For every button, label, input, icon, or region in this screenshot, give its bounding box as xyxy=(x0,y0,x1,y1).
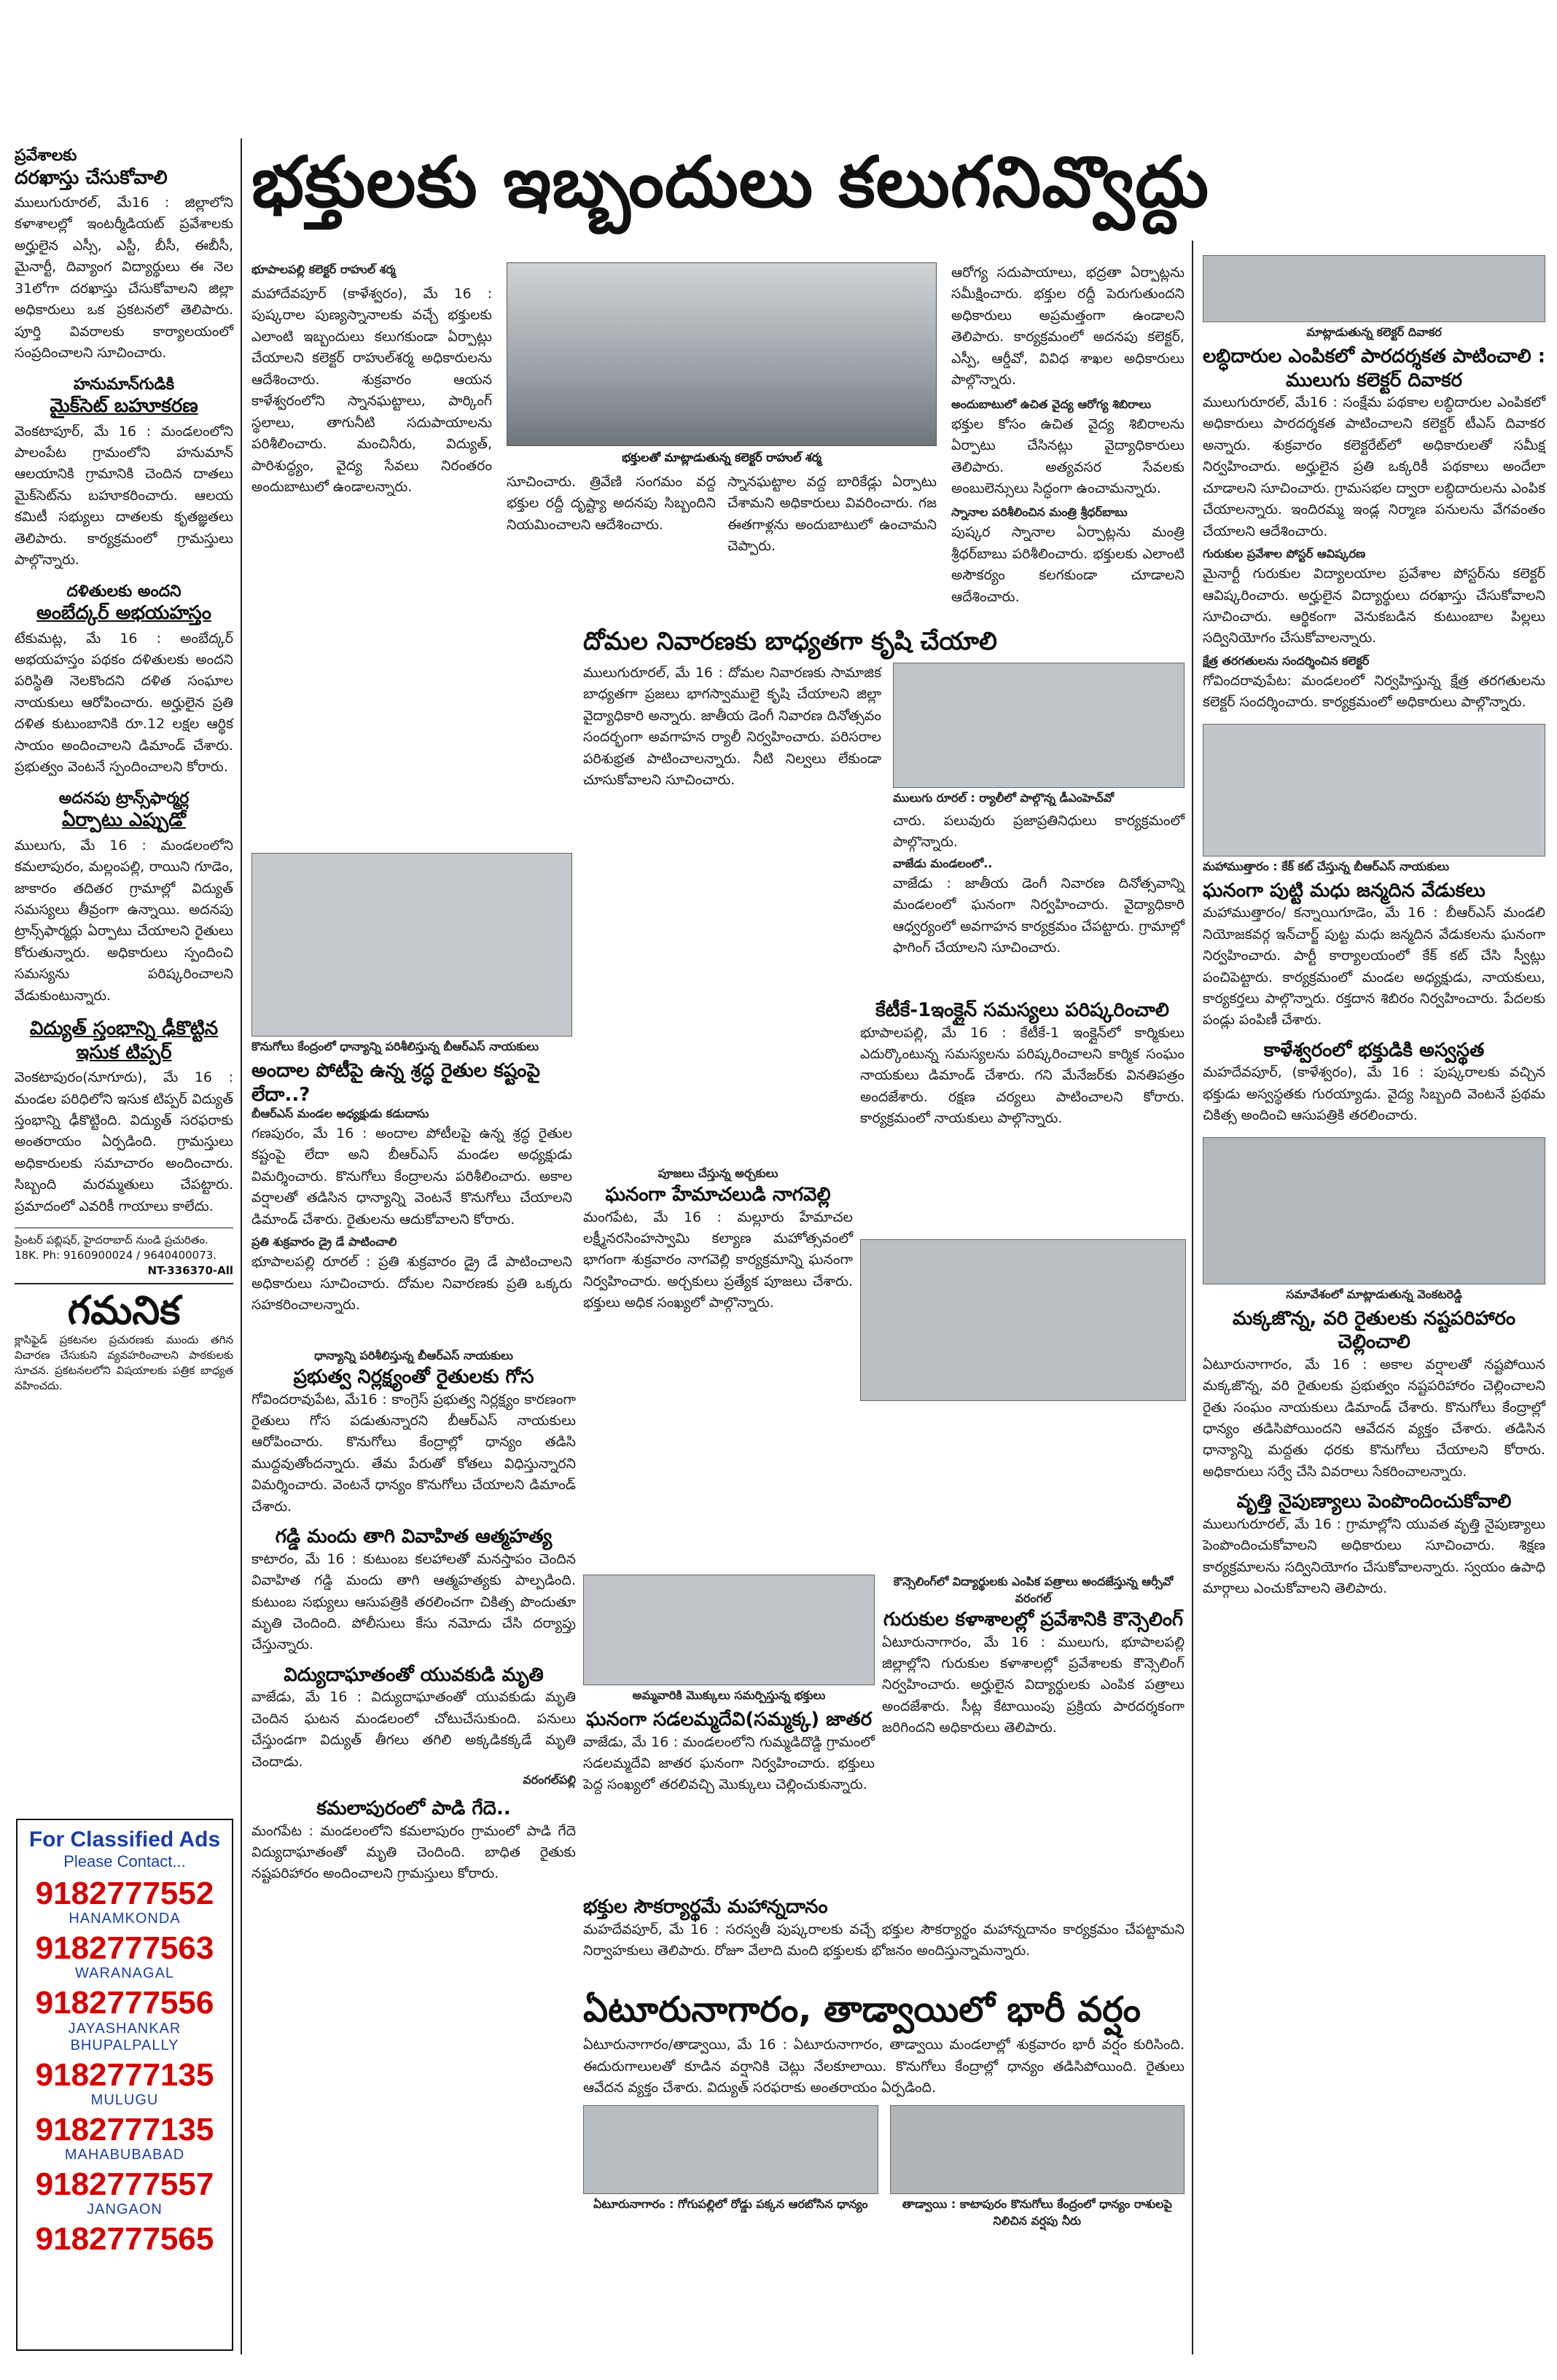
notice-title: గమనిక xyxy=(67,1287,181,1334)
story-body: మైనార్టీ గురుకుల విద్యాలయాల ప్రవేశాల పోస్టర్‌ను కలెక్టర్ ఆవిష్కరించారు. అర్హులైన విద్యార్థులు దరఖాస్తు చేసుకోవాలని సూచించారు. ఆర్థికంగా వెనుకబడిన కుటుంబాల పిల్లలు సద్వినియోగం చేసుకోవాలన్నారు. xyxy=(1203,566,1545,647)
story-body: ఏటూరునాగారం/తాడ్వాయి, మే 16 : ఏటూరునాగారం, తాడ్వాయి మండలాల్లో శుక్రవారం భారీ వర్షం కురిసింది. ఈదురుగాలులతో కూడిన వర్షానికి చెట్లు నేలకూలాయి. కొనుగోలు కేంద్రాల్లో ధాన్యం తడిసిపోయింది. రైతులు ఆవేదన వ్యక్తం చేశారు. విద్యుత్ సరఫరాకు అంతరాయం ఏర్పడింది. xyxy=(583,2037,1185,2096)
story-subhead: క్షేత్ర తరగతులను సందర్శించిన కలెక్టర్ xyxy=(1203,653,1370,668)
story-body: ములుగురూరల్, మే 16 : గ్రామాల్లోని యువత వృత్తి నైపుణ్యాలు పెంపొందించుకోవాలని అధికారులు సూచించారు. శిక్షణ కార్యక్రమాలను సద్వినియోగం చేసుకోవాలన్నారు. స్వయం ఉపాధి మార్గాలు ఎంచుకోవాలని తెలిపారు. xyxy=(1203,1515,1545,1597)
farmers-story xyxy=(251,1349,576,1885)
photo-caption: సమావేశంలో మాట్లాడుతున్న వెంకటరెడ్డి xyxy=(1286,1287,1462,1301)
story-body: ములుగురూరల్, మే16 : జిల్లాలోని కళాశాలల్లో ఇంటర్మీడియట్ ప్రవేశాలకు అర్హులైన ఎస్సీ, ఎస్టీ, బీసీ, ఈబీసీ, మైనార్టీ, దివ్యాంగ విద్యార్థులు ఈ నెల 31లోగా దరఖాస్తు చేసుకోవాలని జిల్లా అధికారులు ఒక ప్రకటనలో తెలిపారు. పూర్తి వివరాలకు కార్యాలయంలో సంప్రదించాలని సూచించారు. xyxy=(15,195,233,362)
story-subhead: ప్రతి శుక్రవారం డ్రై డే పాటించాలి xyxy=(251,1235,397,1249)
imprint: ప్రింటర్ పబ్లిషర్, హైదరాబాద్ నుండి ప్రచురితం. 18K. Ph: 9160900024 / 9640400073. xyxy=(15,1228,233,1263)
nagavelli-story xyxy=(583,1166,853,1314)
story-photo xyxy=(860,1239,1186,1401)
classified-phone: 9182777563 xyxy=(35,1930,214,1967)
column-rule xyxy=(1192,241,1193,2354)
classified-title: For Classified Ads xyxy=(28,1827,221,1852)
classified-subtitle: Please Contact... xyxy=(63,1852,186,1870)
photo-caption: భక్తులతో మాట్లాడుతున్న కలెక్టర్ రాహుల్ శర్మ xyxy=(622,450,822,464)
lead-subhead: స్నానాల పరిశీలించిన మంత్రి శ్రీధర్‌బాబు xyxy=(951,505,1128,520)
story-body: కాటారం, మే 16 : కుటుంబ కలహాలతో మనస్తాపం చెందిన వివాహిత గడ్డి మందు తాగి ఆత్మహత్యకు పాల్పడింది. కుటుంబ సభ్యులు ఆసుపత్రికి తరలించగా చికిత్స పొందుతూ మృతి చెందింది. పోలీసులు కేసు నమోదు చేసి దర్యాప్తు చేస్తున్నారు. xyxy=(251,1550,576,1653)
story-headline: ఘనంగా హేమాచలుడి నాగవెల్లి xyxy=(605,1184,831,1206)
story-headline: ఘనంగా పుట్టి మధు జన్మదిన వేడుకలు xyxy=(1203,879,1486,902)
photo-caption: మహాముత్తారం : కేక్ కట్ చేస్తున్న బీఆర్ఎస్ నాయకులు xyxy=(1203,859,1449,873)
story-photo xyxy=(890,2105,1185,2194)
story-body: వెంకటాపూర్, మే 16 : మండలంలోని పాలంపేట గ్రామంలోని హనుమాన్ ఆలయానికి గ్రామానికి చెందిన దాతలు మైక్‌సెట్‌ను బహూకరించారు. ఆలయ కమిటీ సభ్యులు దాతలకు కృతజ్ఞతలు తెలిపారు. కార్యక్రమంలో గ్రామస్తులు పాల్గొన్నారు. xyxy=(15,423,233,569)
story-headline: లబ్ధిదారుల ఎంపికలో పారదర్శకత పాటించాలి : ములుగు కలెక్టర్ దివాకర xyxy=(1203,346,1545,391)
classified-place: HANAMKONDA xyxy=(69,1911,181,1927)
photo-caption: మాట్లాడుతున్న కలెక్టర్ దివాకర xyxy=(1306,325,1442,339)
classified-phone: 9182777552 xyxy=(35,1876,214,1911)
lead-body: భక్తుల కోసం ఉచిత వైద్య శిబిరాలను ఏర్పాటు చేసినట్లు వైద్యాధికారులు తెలిపారు. అత్యవసర సేవలకు అంబులెన్సులు సిద్ధంగా ఉంచామన్నారు. xyxy=(951,415,1185,496)
classified-ads-box xyxy=(16,1819,233,2351)
story-body: గణపురం, మే 16 : అందాల పోటీలపై ఉన్న శ్రద్ధ రైతుల కష్టంపై లేదా అని బీఆర్ఎస్ మండల అధ్యక్షుడు విమర్శించారు. కొనుగోలు కేంద్రాలను పరిశీలించారు. అకాల వర్షాలతో తడిసిన ధాన్యాన్ని వెంటనే కొనుగోలు చేయాలని డిమాండ్ చేశారు. రైతులను ఆదుకోవాలని కోరారు. xyxy=(251,1125,572,1228)
story-headline: విద్యుదాఘాతంతో యువకుడి మృతి xyxy=(284,1663,544,1686)
story-body: ములుగు, మే 16 : మండలంలోని కమలాపురం, మల్లంపల్లి, రాయిని గూడెం, జాకారం తదితర గ్రామాల్లో విద్యుత్ సమస్యలు తీవ్రంగా ఉన్నాయి. అదనపు ట్రాన్స్‌ఫార్మర్లు ఏర్పాటు చేయాలని రైతులు కోరుతున్నారు. అధికారులు స్పందించి సమస్యను పరిష్కరించాలని వేడుకుంటున్నారు. xyxy=(15,837,233,1004)
story-photo xyxy=(893,663,1185,788)
story-subhead: వాజేడు మండలంలో.. xyxy=(893,856,993,870)
classified-list xyxy=(25,1877,225,2256)
story-body: వాజేడు, మే 16 : విద్యుదాఘాతంతో యువకుడు మృతి చెందిన ఘటన మండలంలో చోటుచేసుకుంది. పనులు చేస్తుండగా విద్యుత్ తీగలు తగిలి అక్కడికక్కడే మృతి చెందాడు. xyxy=(251,1689,576,1770)
story-photo xyxy=(583,2105,878,2194)
photo-caption: ధాన్యాన్ని పరిశీలిస్తున్న బీఆర్ఎస్ నాయకులు xyxy=(314,1349,513,1362)
story-headline: మైక్‌సెట్ బహూకరణ xyxy=(50,395,198,417)
classified-place: MULUGU xyxy=(90,2091,159,2108)
divider xyxy=(15,1283,233,1284)
lead-photo xyxy=(507,262,937,446)
story-headline: కేటీకే-1ఇంక్లైన్ సమస్యలు పరిష్కరించాలి xyxy=(875,999,1169,1021)
jatara-story xyxy=(583,1575,875,1796)
story-body: ములుగురూరల్, మే16 : సంక్షేమ పథకాల లబ్ధిదారుల ఎంపికలో అధికారులు పారదర్శకత పాటించాలని కలెక్టర్ టీఎస్ దివాకర అన్నారు. శుక్రవారం కలెక్టరేట్‌లో అధికారులతో సమీక్ష నిర్వహించారు. అర్హులైన ప్రతి ఒక్కరికీ పథకాలు అందేలా చూడాలని సూచించారు. గ్రామసభల ద్వారా లబ్ధిదారులను ఎంపిక చేయాలన్నారు. ఇందిరమ్మ ఇండ్ల నిర్మాణ పనులను వేగవంతం చేయాలని ఆదేశించారు. xyxy=(1203,394,1545,539)
story-body: ఏటూరునాగారం, మే 16 : అకాల వర్షాలతో నష్టపోయిన మక్కజొన్న, వరి రైతులకు ప్రభుత్వం నష్టపరిహారం చెల్లించాలని రైతు సంఘం నాయకులు డిమాండ్ చేశారు. కొనుగోలు కేంద్రాల్లో ధాన్యం తడిసిపోయిందని ఆవేదన వ్యక్తం చేశారు. తడిసిన ధాన్యాన్ని మద్దతు ధరకు కొనుగోలు చేయాలని కోరారు. అధికారులు సర్వే చేసి వివరాలు సేకరించాలన్నారు. xyxy=(1203,1356,1545,1480)
story-headline: దోమల నివారణకు బాధ్యతగా కృషి చేయాలి xyxy=(583,627,997,656)
story-headline: దరఖాస్తు చేసుకోవాలి xyxy=(15,166,168,189)
story-headline: ప్రభుత్వ నిర్లక్ష్యంతో రైతులకు గోస xyxy=(293,1366,534,1388)
photo-caption: ఏటూరునాగారం : గోగుపల్లిలో రోడ్డు పక్కన ఆరబోసిన ధాన్యం xyxy=(593,2196,868,2211)
lead-headline: భక్తులకు ఇబ్బందులు కలుగనివ్వొద్దు xyxy=(251,141,1210,223)
story-headline: ఏర్పాటు ఎప్పుడో xyxy=(62,809,186,832)
classified-place: JANGAON xyxy=(87,2201,163,2218)
story-headline: వృత్తి నైపుణ్యాలు పెంపొందించుకోవాలి xyxy=(1236,1491,1512,1513)
story-photo xyxy=(1203,1137,1545,1284)
classified-phone: 9182777556 xyxy=(35,1985,214,2021)
story-photo xyxy=(251,853,572,1037)
story-body: ఏటూరునాగారం, మే 16 : ములుగు, భూపాలపల్లి జిల్లాల్లోని గురుకుల కళాశాలల్లో ప్రవేశాలకు కౌన్సెలింగ్ నిర్వహించారు. అర్హులైన విద్యార్థులకు ఎంపిక పత్రాలు అందజేశారు. సీట్ల కేటాయింపు ప్రక్రియ పారదర్శకంగా జరిగిందని అధికారులు తెలిపారు. xyxy=(882,1634,1185,1736)
story-headline: అందాల పోటీపై ఉన్న శ్రద్ధ రైతుల కష్టంపై లేదా..? xyxy=(251,1060,540,1106)
rain-story xyxy=(583,1990,1185,2231)
paddy-story xyxy=(251,853,572,1316)
right-column xyxy=(1203,255,1545,1600)
photo-caption: వరంగల్‌పల్లి xyxy=(523,1773,576,1787)
story-body: భూపాలపల్లి రూరల్ : ప్రతి శుక్రవారం డ్రై డే పాటించాలని అధికారులు సూచించారు. దోమల నివారణకు ప్రతి ఒక్కరు సహకరించాలన్నారు. xyxy=(251,1254,572,1314)
story-headline: కాళేశ్వరంలో భక్తుడికి అస్వస్థత xyxy=(1263,1039,1485,1061)
classified-place: JAYASHANKAR BHUPALPALLY xyxy=(68,2020,182,2053)
story-body: మంగపేట, మే 16 : మల్లూరు హేమాచల లక్ష్మీనరసింహస్వామి కల్యాణ మహోత్సవంలో భాగంగా శుక్రవారం నాగవెల్లి కార్యక్రమాన్ని ఘనంగా నిర్వహించారు. అర్చకులు ప్రత్యేక పూజలు చేశారు. భక్తులు అధిక సంఖ్యలో పాల్గొన్నారు. xyxy=(583,1209,853,1311)
lead-body: మహాదేవపూర్ (కాళేశ్వరం), మే 16 : పుష్కరాల పుణ్యస్నానాలకు వచ్చే భక్తులకు ఎలాంటి ఇబ్బందులు కలుగకుండా ఏర్పాట్లు చేయాలని కలెక్టర్ రాహుల్‌శర్మ అధికారులను ఆదేశించారు. శుక్రవారం ఆయన కాళేశ్వరంలోని స్నానఘట్టాలు, పార్కింగ్ స్థలాలు, తాగునీటి సదుపాయాలను పరిశీలించారు. మంచినీరు, విద్యుత్, పారిశుద్ధ్యం, వైద్య సేవలు నిరంతరం అందుబాటులో ఉండాలన్నారు. xyxy=(251,286,492,495)
story-headline: ఏటూరునాగారం, తాడ్వాయిలో భారీ వర్షం xyxy=(583,1989,1141,2030)
story-body: వాజేడు, మే 16 : మండలంలోని గుమ్మడిదొడ్డి గ్రామంలో సడలమ్మదేవి జాతర ఘనంగా నిర్వహించారు. భక్తులు పెద్ద సంఖ్యలో తరలివచ్చి మొక్కులు చెల్లించుకున్నారు. xyxy=(583,1733,875,1793)
story-body: మహదేవపూర్, మే 16 : సరస్వతీ పుష్కరాలకు వచ్చే భక్తుల సౌకర్యార్థం మహాన్నదానం కార్యక్రమం చేపట్టామని నిర్వాహకులు తెలిపారు. రోజూ వేలాది మంది భక్తులకు భోజనం అందిస్తున్నామన్నారు. xyxy=(583,1921,1185,1959)
story-body: మహాముత్తారం/ కన్నాయిగూడెం, మే 16 : బీఆర్ఎస్ మండలి నియోజకవర్గ ఇన్‌చార్జ్ పుట్ట మధు జన్మదిన వేడుకలను ఘనంగా నిర్వహించారు. పార్టీ కార్యాలయంలో కేక్ కట్ చేసి స్వీట్లు పంచిపెట్టారు. కార్యక్రమంలో మండల అధ్యక్షుడు, నాయకులు, కార్యకర్తలు పాల్గొన్నారు. రక్తదాన శిబిరం నిర్వహించారు. పేదలకు పండ్లు పంపిణీ చేశారు. xyxy=(1203,905,1545,1029)
story-headline: గురుకుల కళాశాలల్లో ప్రవేశానికి కౌన్సెలింగ్ xyxy=(883,1609,1184,1631)
column-rule xyxy=(241,138,242,2354)
classified-phone: 9182777557 xyxy=(35,2166,214,2202)
story-kicker: హనుమాన్‌గుడికి xyxy=(73,375,175,394)
left-column xyxy=(15,146,233,1394)
mosquito-story xyxy=(583,627,1185,959)
story-body: టేకుమట్ల, మే 16 : అంబేద్కర్ అభయహస్తం పథకం దళితులకు అందని పరిస్థితి నెలకొందని దళిత సంఘాల నాయకులు ఆరోపించారు. అర్హులైన ప్రతి దళిత కుటుంబానికి రూ.12 లక్షల ఆర్థిక సాయం అందించాలని డిమాండ్ చేశారు. ప్రభుత్వం వెంటనే స్పందించాలని కోరారు. xyxy=(15,630,233,776)
annadanam-story xyxy=(583,1895,1185,1962)
story-body: మహదేవపూర్, (కాళేశ్వరం), మే 16 : పుష్కరాలకు వచ్చిన భక్తుడు అస్వస్థతకు గురయ్యాడు. వైద్య సిబ్బంది వెంటనే ప్రథమ చికిత్స అందించి ఆసుపత్రికి తరలించారు. xyxy=(1203,1064,1545,1124)
story-headline: మక్కజొన్న, వరి రైతులకు నష్టపరిహారం చెల్లించాలి xyxy=(1232,1307,1516,1354)
story-subhead: బీఆర్ఎస్ మండల అధ్యక్షుడు కడుదాసు xyxy=(251,1107,429,1120)
story-photo xyxy=(583,1575,875,1685)
story-body: గోవిందరావుపేట, మే16 : కాంగ్రెస్ ప్రభుత్వ నిర్లక్ష్యం కారణంగా రైతులు గోస పడుతున్నారని బీఆర్ఎస్ నాయకులు ఆరోపించారు. కొనుగోలు కేంద్రాల్లో ధాన్యం తడిసి ముద్దవుతోందన్నారు. తేమ పేరుతో కోతలు విధిస్తున్నారని విమర్శించారు. వెంటనే ధాన్యం కొనుగోలు చేయాలని డిమాండ్ చేశారు. xyxy=(251,1391,576,1515)
photo-caption: కొనుగోలు కేంద్రంలో ధాన్యాన్ని పరిశీలిస్తున్న బీఆర్ఎస్ నాయకులు xyxy=(251,1039,539,1053)
photo-caption: తాడ్వాయి : కాటాపురం కొనుగోలు కేంద్రంలో ధాన్యం రాశులపై నిలిచిన వర్షపు నీరు xyxy=(902,2196,1172,2228)
photo-caption: కౌన్సెలింగ్‌లో విద్యార్థులకు ఎంపిక పత్రాలు అందజేస్తున్న ఆర్సీవో వరంగల్ xyxy=(893,1575,1174,1605)
story-kicker: ప్రవేశాలకు xyxy=(15,147,77,165)
lead-body: స్నానఘట్టాల వద్ద బారికేడ్లు ఏర్పాటు చేశామని అధికారులు వివరించారు. గజ ఈతగాళ్లను అందుబాటులో ఉంచామని చెప్పారు. xyxy=(727,474,937,555)
story-body: వెంకటాపురం(నూగూరు), మే 16 : మండల పరిధిలోని ఇసుక టిప్పర్ విద్యుత్ స్తంభాన్ని ఢీకొట్టింది. విద్యుత్ సరఫరాకు అంతరాయం ఏర్పడింది. గ్రామస్తులు అధికారులకు సమాచారం అందించారు. సిబ్బంది మరమ్మతులు చేపట్టారు. ప్రమాదంలో ఎవరికీ గాయాలు కాలేదు. xyxy=(15,1069,233,1214)
lead-story xyxy=(251,262,1185,608)
story-headline: అంబేద్కర్ అభయహస్తం xyxy=(36,602,211,625)
nt-code: NT-336370-All xyxy=(147,1264,233,1278)
story-subhead: గురుకుల ప్రవేశాల పోస్టర్ ఆవిష్కరణ xyxy=(1203,547,1366,561)
classified-phone: 9182777135 xyxy=(35,2056,214,2093)
classified-place: WARANAGAL xyxy=(74,1965,175,1982)
story-body: చారు. పలువురు ప్రజాప్రతినిధులు కార్యక్రమంలో పాల్గొన్నారు. xyxy=(893,812,1185,851)
photo-caption: పూజలు చేస్తున్న అర్చకులు xyxy=(657,1166,778,1180)
story-headline: గడ్డి మందు తాగి వివాహిత ఆత్మహత్య xyxy=(275,1526,553,1548)
story-kicker: అదనపు ట్రాన్స్‌ఫార్మర్ల xyxy=(58,789,190,808)
classified-phone: 9182777565 xyxy=(35,2221,214,2258)
classified-place: MAHABUBABAD xyxy=(64,2146,185,2163)
story-headline: భక్తుల సౌకర్యార్థమే మహాన్నదానం xyxy=(583,1896,828,1918)
notice-body: క్లాసిఫైడ్ ప్రకటనల ప్రచురణకు ముందు తగిన విచారణ చేసుకుని వ్యవహరించాలని పాఠకులకు సూచన. ప్రకటనలలోని విషయాలకు పత్రిక బాధ్యత వహించదు. xyxy=(15,1333,233,1392)
story-body: వాజేడు : జాతీయ డెంగీ నివారణ దినోత్సవాన్ని మండలంలో ఘనంగా నిర్వహించారు. వైద్యాధికారి ఆధ్వర్యంలో అవగాహన కార్యక్రమం చేపట్టారు. గ్రామాల్లో ఫాగింగ్ చేయాలని సూచించారు. xyxy=(893,875,1185,956)
lead-subhead: అందుబాటులో ఉచిత వైద్య ఆరోగ్య శిబిరాలు xyxy=(951,397,1152,411)
lead-body: ఆరోగ్య సదుపాయాలు, భద్రతా ఏర్పాట్లను సమీక్షించారు. భక్తుల రద్దీ పెరుగుతుందని అధికారులు అప్రమత్తంగా ఉండాలని తెలిపారు. కార్యక్రమంలో అదనపు కలెక్టర్, ఎస్పీ, ఆర్డీవో, వివిధ శాఖల అధికారులు పాల్గొన్నారు. xyxy=(951,265,1185,389)
story-photo xyxy=(1203,255,1545,322)
story-body: మంగపేట : మండలంలోని కమలాపురం గ్రామంలో పాడి గేదె విద్యుదాఘాతంతో మృతి చెందింది. బాధిత రైతుకు నష్టపరిహారం అందించాలని గ్రామస్తులు కోరారు. xyxy=(251,1822,576,1882)
ktk-story xyxy=(860,999,1185,1130)
lead-byline: భూపాలపల్లి కలెక్టర్ రాహుల్ శర్మ xyxy=(251,262,396,276)
lead-body: సూచించారు. త్రివేణి సంగమం వద్ద భక్తుల రద్దీ దృష్ట్యా అదనపు సిబ్బందిని నియమించాలని ఆదేశించారు. xyxy=(507,474,716,533)
story-photo xyxy=(1203,724,1545,857)
story-kicker: దళితులకు అందని xyxy=(66,582,182,601)
story-body: భూపాలపల్లి, మే 16 : కేటీకే-1 ఇంక్లైన్‌లో కార్మికులు ఎదుర్కొంటున్న సమస్యలను పరిష్కరించాలని కార్మిక సంఘం నాయకులు డిమాండ్ చేశారు. గని మేనేజర్‌కు వినతిపత్రం అందజేశారు. రక్షణ చర్యలు పాటించాలని కోరారు. కార్యక్రమంలో నాయకులు పాల్గొన్నారు. xyxy=(860,1024,1185,1127)
story-headline: విద్యుత్ స్తంభాన్ని ఢీకొట్టిన ఇసుక టిప్పర్ xyxy=(29,1018,219,1064)
story-body: ములుగురూరల్, మే 16 : దోమల నివారణకు సామాజిక బాధ్యతగా ప్రజలు భాగస్వాములై కృషి చేయాలని జిల్లా వైద్యాధికారి అన్నారు. జాతీయ డెంగీ నివారణ దినోత్సవం సందర్భంగా అవగాహన ర్యాలీ నిర్వహించారు. పరిసరాల పరిశుభ్రత పాటించాలన్నారు. నీటి నిల్వలు లేకుండా చూసుకోవాలని సూచించారు. xyxy=(583,664,881,788)
photo-caption: ములుగు రూరల్ : ర్యాలీలో పాల్గొన్న డీఎంహెచ్‌వో xyxy=(893,790,1115,805)
photo-caption: అమ్మవారికి మొక్కులు సమర్పిస్తున్న భక్తులు xyxy=(632,1688,826,1702)
story-headline: ఘనంగా సడలమ్మదేవి(సమ్మక్క) జాతర xyxy=(586,1709,872,1731)
classified-phone: 9182777135 xyxy=(35,2111,214,2147)
story-body: గోవిందరావుపేట: మండలంలో నిర్వహిస్తున్న క్షేత్ర తరగతులను కలెక్టర్ సందర్శించారు. కార్యక్రమంలో అధికారులు పాల్గొన్నారు. xyxy=(1203,672,1545,711)
gurukul-story xyxy=(882,1575,1185,1739)
lead-body: పుష్కర స్నానాల ఏర్పాట్లను మంత్రి శ్రీధర్‌బాబు పరిశీలించారు. భక్తులకు ఎలాంటి అసౌకర్యం కలగకుండా చూడాలని ఆదేశించారు. xyxy=(951,524,1185,605)
story-headline: కమలాపురంలో పాడి గేదె.. xyxy=(316,1798,511,1820)
